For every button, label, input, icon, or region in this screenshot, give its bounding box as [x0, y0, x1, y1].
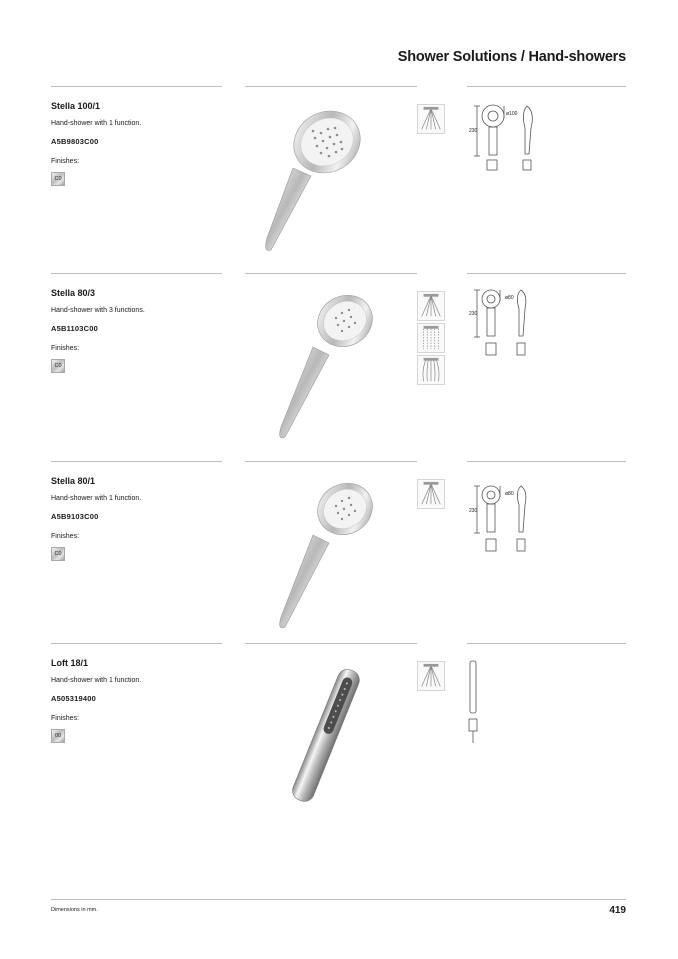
technical-drawing	[467, 281, 577, 381]
height-dimension: 230	[469, 508, 478, 514]
spray-pattern-icon	[417, 479, 445, 509]
technical-drawing	[467, 651, 577, 751]
diameter-dimension: ø100	[506, 111, 518, 117]
finishes-label: Finishes:	[51, 345, 80, 352]
divider	[245, 461, 417, 462]
spray-pattern-icon	[417, 104, 445, 134]
spray-pattern-icon	[417, 355, 445, 385]
spray-pattern-icon	[417, 291, 445, 321]
product-stella-80-1	[0, 461, 678, 641]
spray-pattern-icon	[417, 323, 445, 353]
footer-note: Dimensions in mm.	[51, 907, 98, 913]
divider	[51, 643, 222, 644]
divider	[51, 86, 222, 87]
chrome-finish-swatch: C0	[51, 359, 65, 373]
height-dimension: 230	[469, 311, 478, 317]
product-stella-80-3	[0, 273, 678, 453]
divider	[467, 86, 626, 87]
divider	[467, 273, 626, 274]
product-code: A505319400	[51, 694, 96, 703]
spray-pattern-icon	[417, 661, 445, 691]
divider	[467, 461, 626, 462]
product-stella-100-1	[0, 86, 678, 266]
divider	[51, 461, 222, 462]
technical-drawing	[467, 469, 577, 569]
divider	[245, 86, 417, 87]
chrome-finish-swatch: C0	[51, 172, 65, 186]
divider	[245, 643, 417, 644]
product-photo	[245, 98, 405, 258]
product-name: Stella 100/1	[51, 101, 101, 111]
product-description: Hand-shower with 1 function.	[51, 120, 142, 127]
chrome-finish-swatch: C0	[51, 547, 65, 561]
divider	[467, 643, 626, 644]
finishes-label: Finishes:	[51, 715, 80, 722]
product-loft-18-1	[0, 643, 678, 823]
diameter-dimension: ø80	[505, 295, 514, 301]
footer-divider	[51, 899, 626, 900]
product-photo	[245, 473, 405, 633]
product-description: Hand-shower with 1 function.	[51, 677, 142, 684]
product-photo	[245, 655, 405, 815]
technical-drawing	[467, 94, 577, 194]
finishes-label: Finishes:	[51, 533, 80, 540]
page-title: Shower Solutions / Hand-showers	[397, 49, 626, 65]
product-code: A5B1103C00	[51, 324, 99, 333]
product-description: Hand-shower with 3 functions.	[51, 307, 145, 314]
product-name: Loft 18/1	[51, 658, 89, 668]
page-number: 419	[609, 905, 626, 916]
product-name: Stella 80/1	[51, 476, 96, 486]
divider	[245, 273, 417, 274]
product-photo	[245, 285, 405, 445]
product-description: Hand-shower with 1 function.	[51, 495, 142, 502]
height-dimension: 230	[469, 128, 478, 134]
product-code: A5B9803C00	[51, 137, 99, 146]
product-code: A5B9103C00	[51, 512, 99, 521]
chrome-finish-swatch: 00	[51, 729, 65, 743]
finishes-label: Finishes:	[51, 158, 80, 165]
divider	[51, 273, 222, 274]
product-name: Stella 80/3	[51, 288, 96, 298]
diameter-dimension: ø80	[505, 491, 514, 497]
